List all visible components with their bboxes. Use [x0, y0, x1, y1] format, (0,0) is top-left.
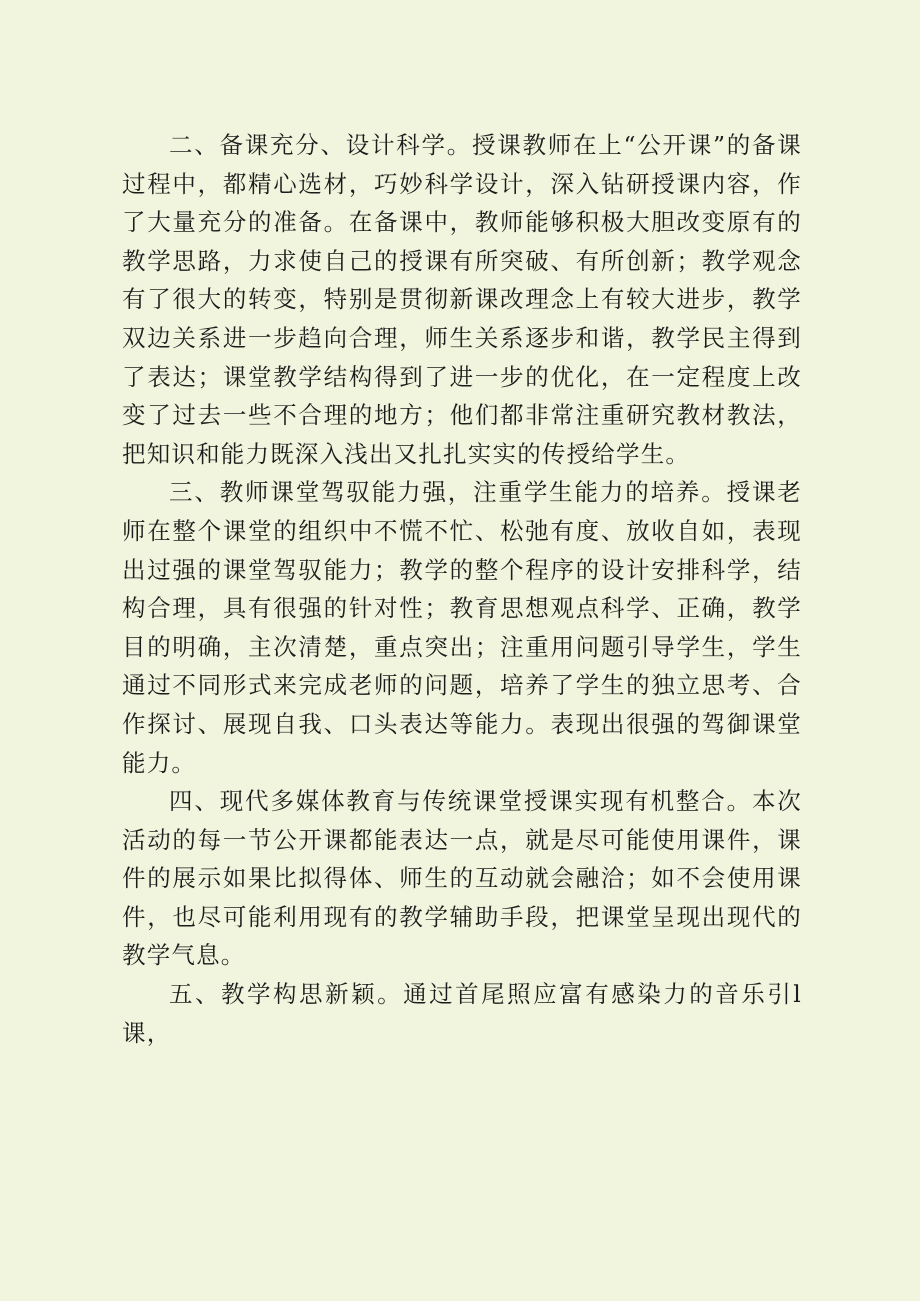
- paragraph-multimedia-integration: 四、现代多媒体教育与传统课堂授课实现有机整合。本次活动的每一节公开课都能表达一点，就是尽可能使用课件，课件的展示如果比拟得体、师生的互动就会融洽；如不会使用课件，也尽可能利用现有的教学辅助手段，把课堂呈现出现代的教学气息。: [122, 787, 802, 970]
- paragraph-teaching-concept: 五、教学构思新颖。通过首尾照应富有感染力的音乐引l课，: [122, 980, 802, 1047]
- paragraph-lesson-preparation: 二、备课充分、设计科学。授课教师在上“公开课”的备课过程中，都精心选材，巧妙科学设计，深入钻研授课内容，作了大量充分的准备。在备课中，教师能够积极大胆改变原有的教学思路，力求使自己的授课有所突破、有所创新；教学观念有了很大的转变，特别是贯彻新课改理念上有较大进步，教学双边关系进一步趋向合理，师生关系逐步和谐，教学民主得到了表达；课堂教学结构得到了进一步的优化，在一定程度上改变了过去一些不合理的地方；他们都非常注重研究教材教法，把知识和能力既深入浅出又扎扎实实的传授给学生。: [122, 131, 802, 468]
- paragraph-classroom-control: 三、教师课堂驾驭能力强，注重学生能力的培养。授课老师在整个课堂的组织中不慌不忙、松弛有度、放收自如，表现出过强的课堂驾驭能力；教学的整个程序的设计安排科学，结构合理，具有很强的针对性；教育思想观点科学、正确，教学目的明确，主次清楚，重点突出；注重用问题引导学生，学生通过不同形式来完成老师的问题，培养了学生的独立思考、合作探讨、展现自我、口头表达等能力。表现出很强的驾御课堂能力。: [122, 478, 802, 777]
- document-body: [122, 126, 802, 1052]
